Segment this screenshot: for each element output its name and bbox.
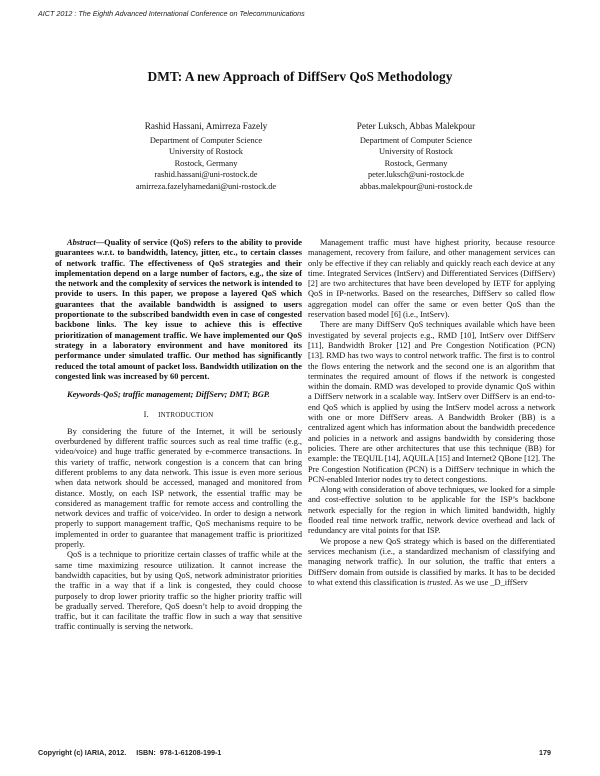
author-university: University of Rostock (169, 147, 243, 156)
author-university: University of Rostock (379, 147, 453, 156)
body-paragraph: Management traffic must have highest priority, because resource management, recovery from failure, and other management services can only be effective if they can reliably and quickly reach each device at any time. Integrated Services (IntServ) and Differentiated Services (DiffServ) [2] are two architectures that have been developed by IETF for applying QoS in IP-networks. Based on the researches, DiffServ so called flow aggregation model can offer the same or even better QoS than the reservation based model [6] (i.e., IntServ). (308, 238, 555, 320)
emphasized-word: trusted (427, 577, 451, 587)
body-paragraph: QoS is a technique to prioritize certain classes of traffic while at the same time maximizing resource utilization. It cannot increase the bandwidth capacities, but by using QoS, network administrator priorities the traffic in a way that if a link is congested, they could choose purposely to drop lower priority traffic so the higher priority traffic will be gradually served. Therefore, QoS doesn’t help to avoid dropping the traffic, but it can facilitate the traffic flow in such a way that sensitive traffic continually is serving the network. (55, 550, 302, 632)
body-paragraph: Along with consideration of above techniques, we looked for a simple and cost-effective solution to be applicable for the ISP’s backbone network especially for the region in which limited bandwidth, highly flooded real time network traffic, network device overhead and lack of redundancy are vital points for that ISP. (308, 485, 555, 536)
body-paragraph (308, 537, 555, 588)
author-names: Peter Luksch, Abbas Malekpour (356, 121, 476, 131)
body-paragraph: By considering the future of the Internet, it will be seriously overburdened by different traffic sources such as real time traffic (e.g., video/voice) and huge traffic generated by e-commerce transactions. In this variety of traffic, network congestion is a concern that can bring different problems to any data network. This issue is even more serious when data network should be accessed, managed and monitored from distance. Mostly, on each ISP network, the essential traffic may be considered as management traffic for remote access and controlling the network devices and traffic of voice/video. In order to design a network properly to support management traffic, QoS mechanisms require to be implemented in order to guarantee that management traffic is prioritized properly. (55, 426, 302, 550)
author-location: Rostock, Germany (384, 158, 448, 168)
section-title: INTRODUCTION (158, 411, 214, 420)
footer-copyright: Copyright (c) IARIA, 2012. ISBN: 978-1-61208-199-1 (38, 748, 222, 757)
author-email: rashid.hassani@uni-rostock.de (154, 170, 258, 179)
author-email: amirreza.fazelyhamedani@uni-rostock.de (135, 181, 277, 191)
abstract-text: —Quality of service (QoS) refers to the ability to provide guarantees w.r.t. to bandwidth, latency, jitter, etc., to certain classes of network traffic. The effectiveness of QoS strategies and their implementation depend on a large number of factors, e.g., the size of the network and the complexity of services the network is intended to provide to users. In this paper, we propose a layered QoS which guarantees that the available bandwidth is assigned to users proportionate to the subscribed bandwidth even in case of congested backbone links. The key issue to achieve this is effective prioritization of management traffic. We have implemented our QoS strategy in a laboratory environment and have monitored its performance under simulated traffic. Our method has significantly reduced the total amount of packet loss. Bandwidth utilization on the congested link was increased by 60 percent. (55, 238, 302, 381)
author-department: Department of Computer Science (149, 135, 263, 145)
paragraph-text: We propose a new QoS strategy which is based on the differentiated services mechanism (i.e., a standardized mechanism of classifying and managing network traffic). In our solution, the traffic that enters a DiffServ domain from outside is classified by marks. It has to be decided to what extend this classification is (308, 536, 555, 587)
abstract-label: Abstract (67, 238, 96, 247)
paper-title: DMT: A new Approach of DiffServ QoS Methodology (147, 69, 453, 84)
author-names: Rashid Hassani, Amirreza Fazely (144, 121, 268, 131)
left-column (55, 238, 302, 633)
paragraph-text: . As we use _D_iffServ (450, 577, 528, 587)
section-heading (55, 410, 302, 420)
author-email: peter.luksch@uni-rostock.de (367, 170, 465, 179)
keywords: Keywords-QoS; traffic management; DiffServ; DMT; BGP. (67, 390, 270, 400)
right-column (308, 238, 555, 588)
author-block-right (296, 121, 536, 192)
section-number: I. (143, 410, 149, 420)
author-block-left (86, 121, 326, 192)
running-head: AICT 2012 : The Eighth Advanced International Conference on Telecommunications (38, 9, 305, 18)
page-number: 179 (539, 748, 551, 757)
author-email: abbas.malekpour@uni-rostock.de (359, 181, 473, 191)
author-location: Rostock, Germany (174, 158, 238, 168)
body-paragraph: There are many DiffServ QoS techniques available which have been investigated by several projects e.g., RMD [10], IntServ over DiffServ [11], Bandwidth Broker [12] and Pre Congestion Notification (PCN) [13]. RMD has two ways to control network traffic. The first is to control the flows entering the network and the second one is an algorithm that terminates the required amount of flows if the network is congested within the domain. RMD was developed to provide dynamic QoS within a DiffServ network in a scalable way. IntServ over DiffServ is an end-to-end QoS which is applied by using the IntServ model across a network with one or more DiffServ areas. A Bandwidth Broker (BB) is a centralized agent which has information about the bandwidth precedence and policies in a network and assigns bandwidth by considering those policies. There are other architectures that use this technique (BB) for example: the TEQUIL [14], AQUILA [15] and Internet2 QBone [12]. The Pre Congestion Notification (PCN) is a DiffServ technique in which the PCN-enabled Interior nodes try to detect congestions. (308, 320, 555, 484)
abstract (55, 238, 302, 382)
author-department: Department of Computer Science (359, 135, 473, 145)
